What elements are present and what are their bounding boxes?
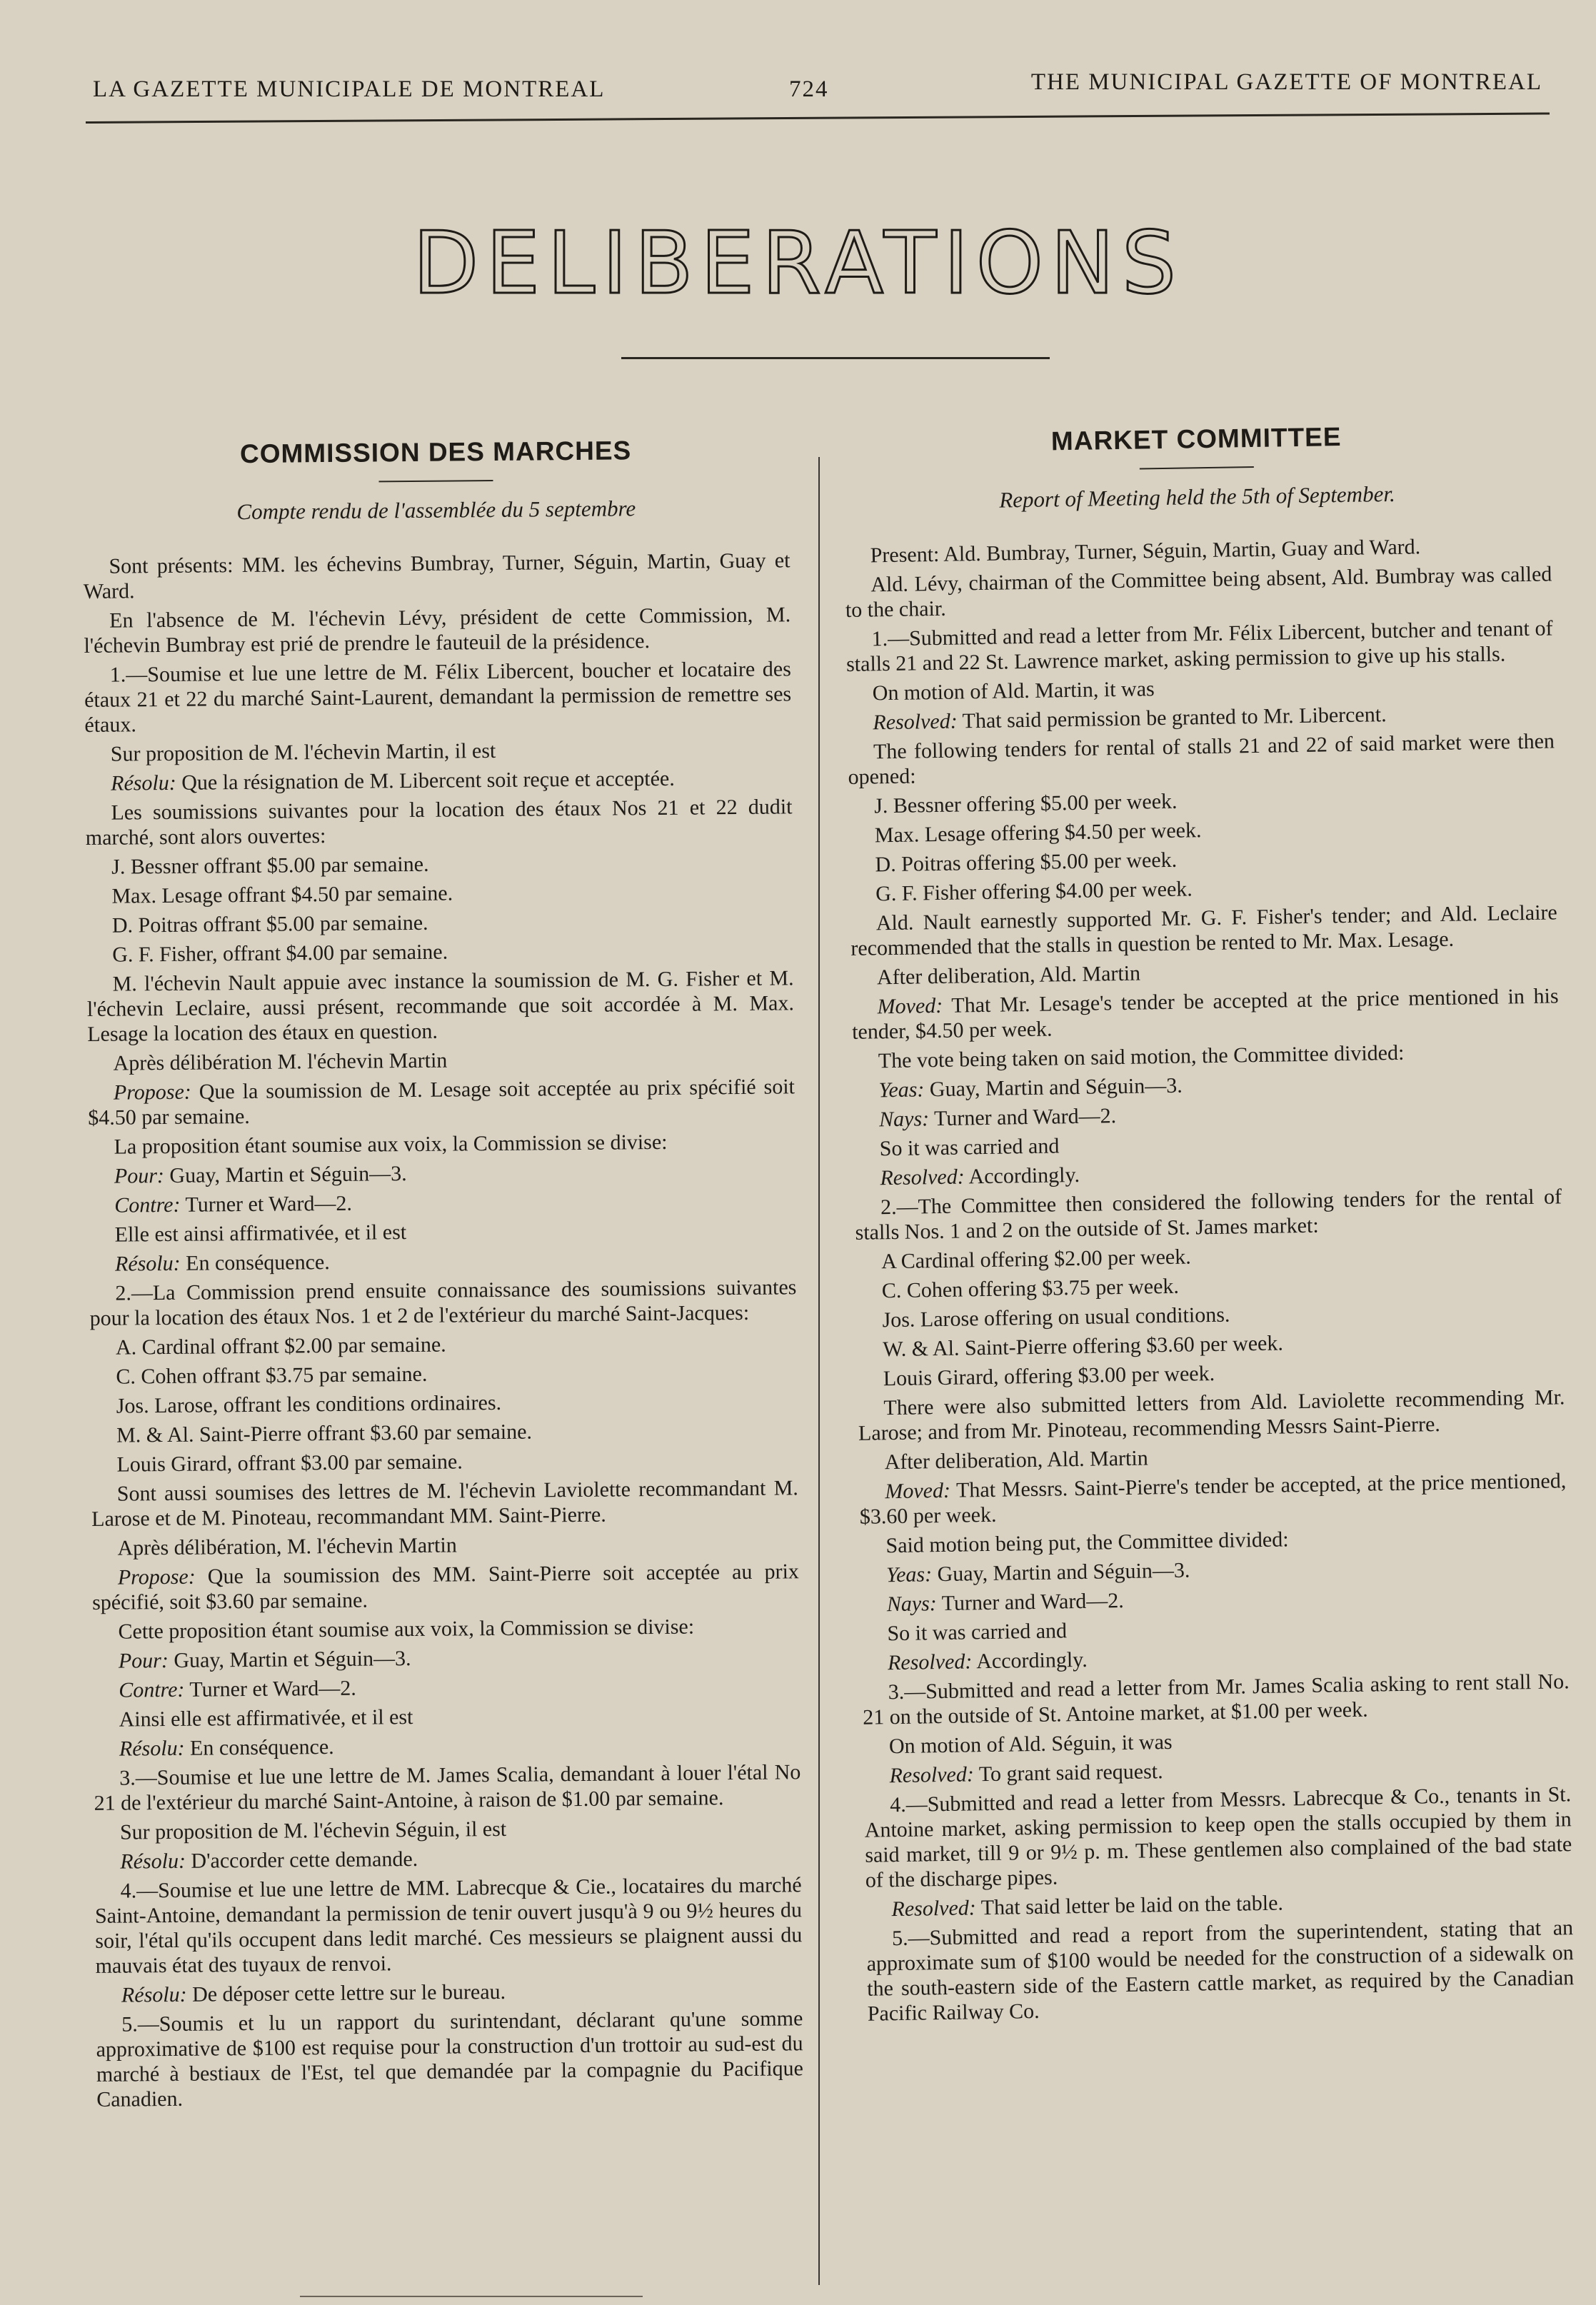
paragraph: There were also submitted letters from Ald. Laviolette recommending Mr. Larose; and from Mr. Pinoteau, recommending Messrs Saint-Pierre. (858, 1385, 1565, 1445)
paragraph: Résolu: En conséquence. (119, 1734, 334, 1761)
paragraph: Jos. Larose offering on usual conditions. (882, 1302, 1230, 1332)
paragraph: Contre: Turner et Ward—2. (114, 1191, 353, 1217)
paragraph: On motion of Ald. Martin, it was (872, 677, 1155, 705)
paragraph: A Cardinal offering $2.00 per week. (880, 1245, 1191, 1274)
paragraph: Sur proposition de M. l'échevin Séguin, il est (119, 1817, 507, 1844)
french-heading: COMMISSION DES MARCHES (239, 436, 632, 469)
paragraph: Résolu: En conséquence. (114, 1250, 330, 1276)
paragraph: Propose: Que la soumission de M. Lesage soit acceptée au prix spécifié soit $4.50 par semaine. (88, 1075, 796, 1130)
paragraph: G. F. Fisher, offrant $4.00 par semaine. (112, 940, 448, 967)
paragraph: M. l'échevin Nault appuie avec instance la soumission de M. G. Fisher et M. l'échevin Leclaire, aussi présent, recommande que soit accordée à M. Max. Lesage la location des étaux en question. (86, 966, 795, 1046)
paragraph: M. & Al. Saint-Pierre offrant $3.60 par semaine. (116, 1420, 533, 1447)
paragraph: A. Cardinal offrant $2.00 par semaine. (115, 1332, 446, 1360)
paragraph: Louis Girard, offering $3.00 per week. (883, 1361, 1215, 1391)
paragraph: Propose: Que la soumission des MM. Saint-Pierre soit acceptée au prix spécifié, soit $3.60 par semaine. (92, 1560, 799, 1614)
paragraph: 4.—Soumise et lue une lettre de MM. Labrecque & Cie., locataires du marché Saint-Antoine, demandant la permission de tenir ouvert jusqu'à 9 ou 9½ heures du soir, l'étal qu'ils occupent dans ledit marché. Ces messieurs se plaignent aussi du mauvais état des tuyaux de renvoi. (94, 1873, 803, 1978)
paragraph: 2.—The Committee then considered the following tenders for the rental of stalls Nos. 1 and 2 on the outside of St. James market: (855, 1185, 1562, 1245)
paragraph: Résolu: De déposer cette lettre sur le bureau. (121, 1979, 506, 2007)
paragraph: So it was carried and (887, 1619, 1068, 1646)
title-rule (621, 357, 1050, 359)
page-title: DELIBERATIONS (413, 214, 1183, 313)
paragraph: Yeas: Guay, Martin and Séguin—3. (885, 1558, 1190, 1587)
paragraph: Pour: Guay, Martin et Séguin—3. (118, 1647, 411, 1673)
paragraph: Nays: Turner and Ward—2. (878, 1104, 1117, 1132)
paragraph: 2.—La Commission prend ensuite connaissance des soumissions suivantes pour la location des étaux Nos. 1 et 2 de l'extérieur du marché Saint-Jacques: (89, 1275, 797, 1330)
paragraph: On motion of Ald. Séguin, it was (888, 1729, 1173, 1759)
paragraph: 5.—Submitted and read a report from the superintendent, stating that an approximate sum of $100 would be needed for the construction of a sidewalk on the south-eastern side of the Eastern cattle market, as required by the Canadian Pacific Railway Co. (866, 1916, 1575, 2026)
paragraph: Les soumissions suivantes pour la location des étaux Nos 21 et 22 dudit marché, sont alors ouvertes: (85, 795, 793, 850)
paragraph: W. & Al. Saint-Pierre offering $3.60 per week. (882, 1331, 1284, 1362)
paragraph: 1.—Submitted and read a letter from Mr. Félix Libercent, butcher and tenant of stalls 21 and 22 St. Lawrence market, asking permission to give up his stalls. (845, 616, 1553, 676)
paragraph: Ald. Nault earnestly supported Mr. G. F. Fisher's tender; and Ald. Leclaire recommended that the stalls in question be rented to Mr. Max. Lesage. (850, 900, 1557, 960)
paragraph: Resolved: Accordingly. (887, 1647, 1088, 1675)
paragraph: C. Cohen offering $3.75 per week. (881, 1274, 1180, 1303)
paragraph: Max. Lesage offering $4.50 per week. (874, 818, 1202, 848)
english-heading: MARKET COMMITTEE (1050, 422, 1342, 456)
paragraph: En l'absence de M. l'échevin Lévy, président de cette Commission, M. l'échevin Bumbray est prié de prendre le fauteuil de la présidence. (84, 603, 791, 658)
paragraph: Louis Girard, offrant $3.00 par semaine. (116, 1450, 463, 1477)
paragraph: 4.—Submitted and read a letter from Messrs. Labrecque & Co., tenants in St. Antoine market, asking permission to keep open the stalls occupied by them in said market, till 9 or 9½ p. m. These gentlemen also complained of the bad state of the discharge pipes. (864, 1782, 1572, 1892)
footer-rule (300, 2296, 643, 2297)
paragraph: Ainsi elle est affirmativée, et il est (119, 1705, 413, 1732)
paragraph: Sont présents: MM. les échevins Bumbray, Turner, Séguin, Martin, Guay et Ward. (83, 548, 791, 603)
paragraph: Contre: Turner et Ward—2. (119, 1676, 356, 1702)
paragraph: Après délibération, M. l'échevin Martin (117, 1533, 457, 1560)
paragraph: Present: Ald. Bumbray, Turner, Séguin, Martin, Guay and Ward. (870, 535, 1421, 568)
paragraph: D. Poitras offering $5.00 per week. (875, 848, 1178, 877)
paragraph: Jos. Larose, offrant les conditions ordinaires. (116, 1390, 502, 1418)
paragraph: Après délibération M. l'échevin Martin (113, 1048, 448, 1075)
french-column (82, 436, 803, 2116)
paragraph: After deliberation, Ald. Martin (876, 961, 1141, 990)
paragraph: Resolved: That said permission be granted to Mr. Libercent. (873, 703, 1387, 735)
paragraph: Cette proposition étant soumise aux voix, la Commission se divise: (118, 1614, 695, 1644)
french-subheading: Compte rendu de l'assemblée du 5 septembre (236, 496, 636, 525)
paragraph: D. Poitras offrant $5.00 par semaine. (111, 910, 428, 938)
paragraph: Moved: That Mr. Lesage's tender be accepted at the price mentioned in his tender, $4.50 per week. (851, 984, 1559, 1044)
running-header (86, 68, 1550, 111)
paragraph: Nays: Turner and Ward—2. (886, 1589, 1125, 1617)
paragraph: The following tenders for rental of stalls 21 and 22 of said market were then opened: (848, 729, 1555, 789)
paragraph: 1.—Soumise et lue une lettre de M. Félix Libercent, boucher et locataire des étaux 21 et 22 du marché Saint-Laurent, demandant la permission de remettre ses étaux. (84, 657, 792, 737)
header-rule (86, 112, 1550, 124)
french-body (83, 548, 803, 2112)
column-divider (818, 457, 820, 2285)
english-heading-rule (1140, 466, 1254, 470)
paragraph: Moved: That Messrs. Saint-Pierre's tender be accepted, at the price mentioned, $3.60 per week. (859, 1469, 1567, 1529)
paragraph: Ald. Lévy, chairman of the Committee being absent, Ald. Bumbray was called to the chair. (845, 562, 1552, 622)
english-subheading: Report of Meeting held the 5th of September. (999, 481, 1395, 513)
paragraph: Resolved: Accordingly. (880, 1162, 1080, 1190)
paragraph: Yeas: Guay, Martin and Séguin—3. (878, 1073, 1183, 1103)
paragraph: La proposition étant soumise aux voix, la Commission se divise: (114, 1130, 668, 1159)
page-number: 724 (789, 76, 829, 102)
english-column (843, 421, 1575, 2030)
paragraph: Elle est ainsi affirmativée, et il est (114, 1220, 407, 1247)
paragraph: Résolu: D'accorder cette demande. (120, 1847, 418, 1874)
header-french-title: LA GAZETTE MUNICIPALE DE MONTREAL (93, 76, 606, 102)
paragraph: Resolved: That said letter be laid on the table. (891, 1891, 1284, 1922)
french-heading-rule (378, 480, 493, 482)
paragraph: 5.—Soumis et lu un rapport du surintendant, déclarant qu'une somme approximative de $100 est requise pour la construction d'un trottoir au sud-est du marché à bestiaux de l'Est, tel que demandée par la compagnie du Pacifique Canadien. (96, 2007, 804, 2111)
english-body (844, 532, 1575, 2026)
paragraph: Résolu: Que la résignation de M. Libercent soit reçue et acceptée. (111, 766, 675, 795)
paragraph: Resolved: To grant said request. (889, 1759, 1163, 1788)
header-english-title: THE MUNICIPAL GAZETTE OF MONTREAL (1030, 69, 1542, 95)
paragraph: Said motion being put, the Committee divided: (885, 1527, 1289, 1558)
paragraph: The vote being taken on said motion, the Committee divided: (878, 1040, 1405, 1073)
paragraph: C. Cohen offrant $3.75 par semaine. (116, 1362, 428, 1389)
paragraph: G. F. Fisher offering $4.00 per week. (875, 877, 1193, 906)
paragraph: J. Bessner offrant $5.00 par semaine. (111, 852, 429, 879)
paragraph: Sont aussi soumises des lettres de M. l'échevin Laviolette recommandant M. Larose et de M. Pinoteau, recommandant MM. Saint-Pierre. (91, 1476, 798, 1531)
paragraph: 3.—Soumise et lue une lettre de M. James Scalia, demandant à louer l'étal No 21 de l'extérieur du marché Saint-Antoine, à raison de $1.00 par semaine. (94, 1760, 801, 1815)
paragraph: 3.—Submitted and read a letter from Mr. James Scalia asking to rent stall No. 21 on the outside of St. Antoine market, at $1.00 per week. (863, 1669, 1570, 1729)
paragraph: Max. Lesage offrant $4.50 par semaine. (111, 881, 453, 908)
paragraph: Pour: Guay, Martin et Séguin—3. (114, 1162, 407, 1188)
paragraph: Sur proposition de M. l'échevin Martin, il est (110, 738, 496, 766)
paragraph: J. Bessner offering $5.00 per week. (873, 789, 1178, 818)
paragraph: After deliberation, Ald. Martin (884, 1446, 1148, 1475)
paragraph: So it was carried and (879, 1134, 1060, 1161)
